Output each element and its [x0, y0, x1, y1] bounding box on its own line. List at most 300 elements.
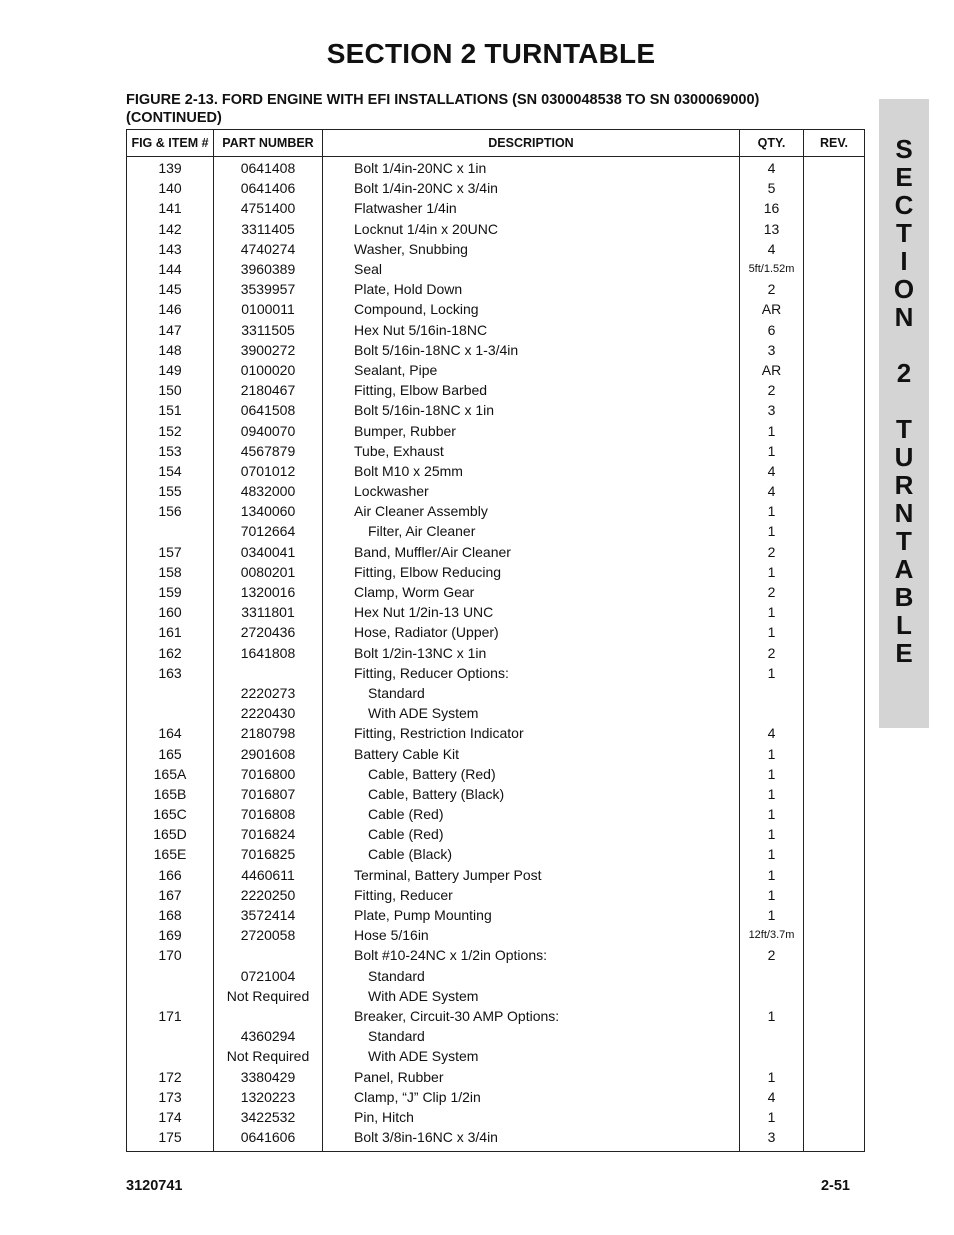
qty-cell [740, 1026, 804, 1046]
description-cell: Pin, Hitch [323, 1107, 740, 1127]
part-number-cell: 0641606 [214, 1127, 323, 1152]
description-cell: Bolt 3/8in-16NC x 3/4in [323, 1127, 740, 1152]
item-number-cell: 172 [127, 1066, 214, 1086]
side-tab-letter: N [894, 302, 914, 332]
description-cell: Fitting, Restriction Indicator [323, 723, 740, 743]
table-row [127, 925, 865, 945]
qty-cell: 5 [740, 178, 804, 198]
table-row [127, 643, 865, 663]
table-row [127, 420, 865, 440]
table-row [127, 865, 865, 885]
item-number-cell: 157 [127, 542, 214, 562]
description-cell: Panel, Rubber [323, 1066, 740, 1086]
rev-cell [804, 239, 865, 259]
item-number-cell: 165E [127, 844, 214, 864]
description-cell: Terminal, Battery Jumper Post [323, 865, 740, 885]
part-number-cell: 4751400 [214, 198, 323, 218]
qty-cell: AR [740, 299, 804, 319]
side-tab-letter: 2 [896, 358, 912, 388]
item-number-cell: 148 [127, 340, 214, 360]
table-row [127, 1026, 865, 1046]
rev-cell [804, 723, 865, 743]
part-number-cell: 2220273 [214, 683, 323, 703]
item-number-cell: 168 [127, 905, 214, 925]
side-tab-letter [879, 331, 929, 359]
description-cell: Bumper, Rubber [323, 420, 740, 440]
rev-cell [804, 986, 865, 1006]
side-tab-letter: B [894, 582, 914, 612]
description-cell: Bolt 1/4in-20NC x 3/4in [323, 178, 740, 198]
part-number-cell: 0080201 [214, 562, 323, 582]
part-number-cell: 1320223 [214, 1087, 323, 1107]
description-cell: Band, Muffler/Air Cleaner [323, 542, 740, 562]
description-cell: Fitting, Elbow Barbed [323, 380, 740, 400]
rev-cell [804, 340, 865, 360]
table-row [127, 400, 865, 420]
qty-cell: 1 [740, 865, 804, 885]
part-number-cell: 1641808 [214, 643, 323, 663]
rev-cell [804, 1127, 865, 1152]
table-row [127, 1066, 865, 1086]
part-number-cell [214, 1006, 323, 1026]
table-row [127, 663, 865, 683]
rev-cell [804, 1087, 865, 1107]
rev-cell [804, 663, 865, 683]
item-number-cell [127, 683, 214, 703]
rev-cell [804, 562, 865, 582]
qty-cell: 1 [740, 824, 804, 844]
description-cell: Clamp, “J” Clip 1/2in [323, 1087, 740, 1107]
table-row [127, 703, 865, 723]
part-number-cell: 4740274 [214, 239, 323, 259]
qty-cell: 2 [740, 945, 804, 965]
side-tab-letter [879, 387, 929, 415]
part-number-cell: 4567879 [214, 441, 323, 461]
table-row [127, 360, 865, 380]
description-cell: Hose, Radiator (Upper) [323, 622, 740, 642]
part-number-cell: Not Required [214, 986, 323, 1006]
rev-cell [804, 602, 865, 622]
description-cell: Standard [323, 966, 740, 986]
item-number-cell: 163 [127, 663, 214, 683]
part-number-cell: 4460611 [214, 865, 323, 885]
qty-cell: 1 [740, 602, 804, 622]
table-row [127, 219, 865, 239]
table-row [127, 562, 865, 582]
qty-cell: 4 [740, 723, 804, 743]
item-number-cell [127, 966, 214, 986]
qty-cell: 1 [740, 663, 804, 683]
part-number-cell: 2180467 [214, 380, 323, 400]
qty-cell: 1 [740, 521, 804, 541]
rev-cell [804, 622, 865, 642]
description-cell: Bolt 5/16in-18NC x 1in [323, 400, 740, 420]
part-number-cell: 0641406 [214, 178, 323, 198]
qty-cell [740, 1046, 804, 1066]
rev-cell [804, 279, 865, 299]
rev-cell [804, 219, 865, 239]
qty-cell: 4 [740, 157, 804, 179]
qty-cell: 1 [740, 501, 804, 521]
table-row [127, 1046, 865, 1066]
item-number-cell: 165D [127, 824, 214, 844]
qty-cell: 3 [740, 1127, 804, 1152]
item-number-cell: 144 [127, 259, 214, 279]
description-cell: Clamp, Worm Gear [323, 582, 740, 602]
table-row [127, 683, 865, 703]
table-row [127, 602, 865, 622]
part-number-cell: 1320016 [214, 582, 323, 602]
side-tab-letter: T [896, 526, 912, 556]
table-row [127, 178, 865, 198]
table-row [127, 784, 865, 804]
side-tab-letter: S [895, 134, 913, 164]
item-number-cell: 140 [127, 178, 214, 198]
side-tab-letter: T [896, 414, 912, 444]
part-number-cell: 3960389 [214, 259, 323, 279]
part-number-cell: 2220430 [214, 703, 323, 723]
item-number-cell [127, 521, 214, 541]
description-cell: Hex Nut 5/16in-18NC [323, 320, 740, 340]
qty-cell: 1 [740, 743, 804, 763]
qty-cell: 3 [740, 400, 804, 420]
description-cell: Air Cleaner Assembly [323, 501, 740, 521]
description-cell: Seal [323, 259, 740, 279]
table-row [127, 986, 865, 1006]
table-row [127, 481, 865, 501]
table-row [127, 824, 865, 844]
doc-number: 3120741 [126, 1178, 183, 1194]
rev-cell [804, 764, 865, 784]
table-row [127, 340, 865, 360]
section-title: SECTION 2 TURNTABLE [326, 38, 656, 69]
qty-cell: 1 [740, 622, 804, 642]
qty-cell: 1 [740, 441, 804, 461]
part-number-cell: 3572414 [214, 905, 323, 925]
description-cell: Bolt 1/4in-20NC x 1in [323, 157, 740, 179]
item-number-cell: 158 [127, 562, 214, 582]
qty-cell: 6 [740, 320, 804, 340]
item-number-cell: 146 [127, 299, 214, 319]
side-tab-letters [879, 135, 929, 667]
side-tab-letter: N [894, 498, 914, 528]
rev-cell [804, 178, 865, 198]
part-number-cell: 2220250 [214, 885, 323, 905]
part-number-cell: 3311505 [214, 320, 323, 340]
part-number-cell: 7016825 [214, 844, 323, 864]
part-number-cell: 3311801 [214, 602, 323, 622]
qty-cell: 4 [740, 461, 804, 481]
description-cell: Standard [323, 1026, 740, 1046]
item-number-cell: 162 [127, 643, 214, 663]
rev-cell [804, 320, 865, 340]
rev-cell [804, 925, 865, 945]
qty-cell: 16 [740, 198, 804, 218]
qty-cell: 1 [740, 764, 804, 784]
rev-cell [804, 844, 865, 864]
rev-cell [804, 703, 865, 723]
qty-cell: 5ft/1.52m [740, 259, 804, 279]
part-number-cell [214, 945, 323, 965]
table-row [127, 905, 865, 925]
rev-cell [804, 380, 865, 400]
part-number-cell: 7016807 [214, 784, 323, 804]
rev-cell [804, 299, 865, 319]
description-cell: Locknut 1/4in x 20UNC [323, 219, 740, 239]
item-number-cell: 165A [127, 764, 214, 784]
rev-cell [804, 784, 865, 804]
table-row [127, 945, 865, 965]
table-row [127, 844, 865, 864]
item-number-cell [127, 703, 214, 723]
item-number-cell: 150 [127, 380, 214, 400]
table-row [127, 804, 865, 824]
side-tab-letter: L [896, 610, 912, 640]
item-number-cell: 170 [127, 945, 214, 965]
rev-cell [804, 521, 865, 541]
item-number-cell: 165C [127, 804, 214, 824]
description-cell: Fitting, Reducer [323, 885, 740, 905]
part-number-cell: 4360294 [214, 1026, 323, 1046]
qty-cell: 1 [740, 905, 804, 925]
qty-cell [740, 986, 804, 1006]
rev-cell [804, 945, 865, 965]
rev-cell [804, 643, 865, 663]
table-row [127, 1087, 865, 1107]
part-number-cell: 2180798 [214, 723, 323, 743]
parts-table-body [127, 157, 865, 1152]
item-number-cell [127, 1046, 214, 1066]
rev-cell [804, 683, 865, 703]
table-row [127, 279, 865, 299]
item-number-cell: 167 [127, 885, 214, 905]
item-number-cell: 171 [127, 1006, 214, 1026]
header-rev: REV. [804, 130, 865, 157]
description-cell: With ADE System [323, 703, 740, 723]
rev-cell [804, 1107, 865, 1127]
rev-cell [804, 542, 865, 562]
item-number-cell: 145 [127, 279, 214, 299]
item-number-cell: 153 [127, 441, 214, 461]
rev-cell [804, 905, 865, 925]
table-row [127, 157, 865, 179]
part-number-cell: 0340041 [214, 542, 323, 562]
part-number-cell: 0641408 [214, 157, 323, 179]
part-number-cell: 0100011 [214, 299, 323, 319]
rev-cell [804, 157, 865, 179]
rev-cell [804, 481, 865, 501]
rev-cell [804, 1046, 865, 1066]
item-number-cell: 175 [127, 1127, 214, 1152]
item-number-cell: 149 [127, 360, 214, 380]
page-number: 2-51 [820, 1178, 850, 1194]
rev-cell [804, 885, 865, 905]
table-row [127, 380, 865, 400]
item-number-cell: 147 [127, 320, 214, 340]
table-row [127, 1006, 865, 1026]
table-row [127, 320, 865, 340]
qty-cell: 4 [740, 481, 804, 501]
qty-cell: 1 [740, 1066, 804, 1086]
part-number-cell: 2720436 [214, 622, 323, 642]
item-number-cell: 166 [127, 865, 214, 885]
side-tab-letter: E [895, 638, 913, 668]
description-cell: Hose 5/16in [323, 925, 740, 945]
rev-cell [804, 865, 865, 885]
description-cell: Tube, Exhaust [323, 441, 740, 461]
side-tab-letter: T [896, 218, 912, 248]
description-cell: Compound, Locking [323, 299, 740, 319]
table-row [127, 622, 865, 642]
item-number-cell: 159 [127, 582, 214, 602]
qty-cell [740, 703, 804, 723]
table-row [127, 743, 865, 763]
rev-cell [804, 824, 865, 844]
qty-cell: 2 [740, 582, 804, 602]
item-number-cell: 161 [127, 622, 214, 642]
description-cell: Cable (Red) [323, 824, 740, 844]
rev-cell [804, 259, 865, 279]
description-cell: Cable (Black) [323, 844, 740, 864]
item-number-cell [127, 986, 214, 1006]
table-row [127, 582, 865, 602]
rev-cell [804, 420, 865, 440]
qty-cell: 1 [740, 804, 804, 824]
rev-cell [804, 441, 865, 461]
rev-cell [804, 966, 865, 986]
qty-cell: 13 [740, 219, 804, 239]
qty-cell: 1 [740, 420, 804, 440]
description-cell: Fitting, Reducer Options: [323, 663, 740, 683]
figure-title: FIGURE 2-13. FORD ENGINE WITH EFI INSTALLATIONS (SN 0300048538 TO SN 0300069000) (CONTINUED) [126, 92, 760, 126]
table-row [127, 239, 865, 259]
item-number-cell: 151 [127, 400, 214, 420]
qty-cell: 1 [740, 1006, 804, 1026]
qty-cell: AR [740, 360, 804, 380]
qty-cell [740, 966, 804, 986]
header-qty: QTY. [740, 130, 804, 157]
side-tab-letter: O [893, 274, 915, 304]
part-number-cell: 7016808 [214, 804, 323, 824]
side-tab-letter: A [894, 554, 914, 584]
description-cell: Sealant, Pipe [323, 360, 740, 380]
rev-cell [804, 1006, 865, 1026]
part-number-cell: 0641508 [214, 400, 323, 420]
description-cell: Hex Nut 1/2in-13 UNC [323, 602, 740, 622]
description-cell: Washer, Snubbing [323, 239, 740, 259]
item-number-cell: 164 [127, 723, 214, 743]
item-number-cell: 141 [127, 198, 214, 218]
header-description: DESCRIPTION [323, 130, 740, 157]
part-number-cell: Not Required [214, 1046, 323, 1066]
item-number-cell: 160 [127, 602, 214, 622]
description-cell: With ADE System [323, 986, 740, 1006]
table-row [127, 542, 865, 562]
part-number-cell: 7016800 [214, 764, 323, 784]
description-cell: Standard [323, 683, 740, 703]
part-number-cell: 3311405 [214, 219, 323, 239]
description-cell: Bolt 1/2in-13NC x 1in [323, 643, 740, 663]
table-row [127, 723, 865, 743]
description-cell: Breaker, Circuit-30 AMP Options: [323, 1006, 740, 1026]
table-row [127, 966, 865, 986]
item-number-cell: 173 [127, 1087, 214, 1107]
rev-cell [804, 400, 865, 420]
rev-cell [804, 198, 865, 218]
part-number-cell: 3539957 [214, 279, 323, 299]
header-fig-item: FIG & ITEM # [127, 130, 214, 157]
description-cell: Bolt 5/16in-18NC x 1-3/4in [323, 340, 740, 360]
table-row [127, 764, 865, 784]
side-tab-letter: I [900, 246, 908, 276]
table-row [127, 1127, 865, 1152]
description-cell: Battery Cable Kit [323, 743, 740, 763]
rev-cell [804, 1026, 865, 1046]
rev-cell [804, 461, 865, 481]
part-number-cell: 0940070 [214, 420, 323, 440]
item-number-cell: 155 [127, 481, 214, 501]
qty-cell: 1 [740, 784, 804, 804]
part-number-cell: 1340060 [214, 501, 323, 521]
side-tab-letter: C [894, 190, 914, 220]
description-cell: Fitting, Elbow Reducing [323, 562, 740, 582]
rev-cell [804, 582, 865, 602]
parts-table [126, 129, 865, 1152]
part-number-cell: 4832000 [214, 481, 323, 501]
item-number-cell: 154 [127, 461, 214, 481]
part-number-cell: 7016824 [214, 824, 323, 844]
item-number-cell: 142 [127, 219, 214, 239]
description-cell: Filter, Air Cleaner [323, 521, 740, 541]
table-row [127, 198, 865, 218]
description-cell: With ADE System [323, 1046, 740, 1066]
part-number-cell: 2720058 [214, 925, 323, 945]
part-number-cell [214, 663, 323, 683]
description-cell: Flatwasher 1/4in [323, 198, 740, 218]
table-row [127, 885, 865, 905]
table-row [127, 521, 865, 541]
description-cell: Lockwasher [323, 481, 740, 501]
part-number-cell: 0721004 [214, 966, 323, 986]
qty-cell: 3 [740, 340, 804, 360]
part-number-cell: 0100020 [214, 360, 323, 380]
table-row [127, 299, 865, 319]
table-row [127, 501, 865, 521]
qty-cell: 4 [740, 239, 804, 259]
part-number-cell: 3422532 [214, 1107, 323, 1127]
table-row [127, 1107, 865, 1127]
table-row [127, 259, 865, 279]
qty-cell: 4 [740, 1087, 804, 1107]
description-cell: Plate, Pump Mounting [323, 905, 740, 925]
rev-cell [804, 360, 865, 380]
item-number-cell: 143 [127, 239, 214, 259]
description-cell: Bolt M10 x 25mm [323, 461, 740, 481]
side-tab-letter: U [894, 442, 914, 472]
qty-cell: 2 [740, 643, 804, 663]
part-number-cell: 7012664 [214, 521, 323, 541]
rev-cell [804, 743, 865, 763]
description-cell: Plate, Hold Down [323, 279, 740, 299]
item-number-cell: 174 [127, 1107, 214, 1127]
qty-cell: 1 [740, 885, 804, 905]
item-number-cell: 156 [127, 501, 214, 521]
part-number-cell: 3900272 [214, 340, 323, 360]
qty-cell [740, 683, 804, 703]
item-number-cell: 169 [127, 925, 214, 945]
part-number-cell: 3380429 [214, 1066, 323, 1086]
description-cell: Bolt #10-24NC x 1/2in Options: [323, 945, 740, 965]
